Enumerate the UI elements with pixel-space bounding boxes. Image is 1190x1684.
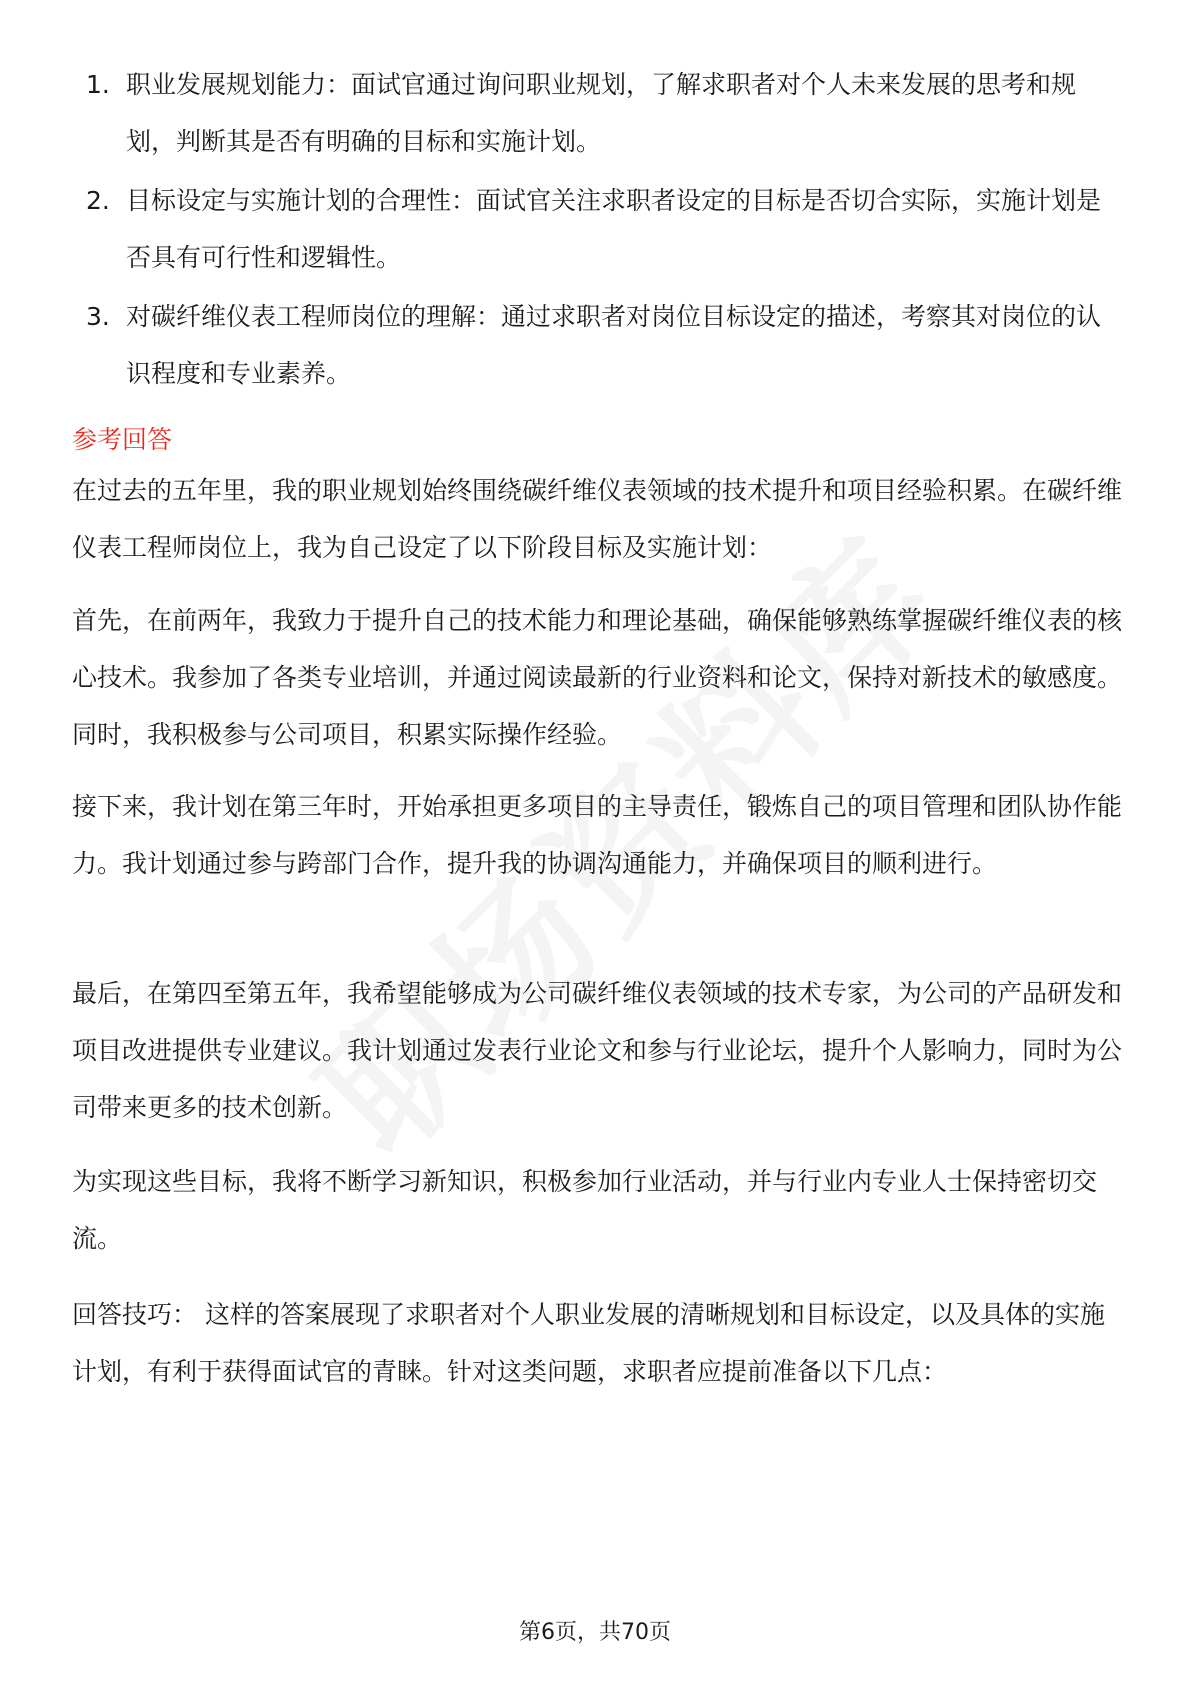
list-item [72,56,1122,170]
answer-paragraph: 为实现这些目标，我将不断学习新知识，积极参加行业活动，并与行业内专业人士保持密切交流。 [72,1167,1098,1253]
reference-answer-heading: 参考回答 [72,425,173,454]
list-item-text: 目标设定与实施计划的合理性：面试官关注求职者设定的目标是否切合实际，实施计划是否具有可行性和逻辑性。 [126,186,1102,272]
list-number: 2. [86,186,110,215]
answer-paragraph: 接下来，我计划在第三年时，开始承担更多项目的主导责任，锻炼自己的项目管理和团队协作能力。我计划通过参与跨部门合作，提升我的协调沟通能力，并确保项目的顺利进行。 [72,792,1123,878]
list-item [72,288,1122,402]
evaluation-criteria-list [72,56,1122,404]
answer-tips-paragraph: 回答技巧： 这样的答案展现了求职者对个人职业发展的清晰规划和目标设定，以及具体的实施计划，有利于获得面试官的青睐。针对这类问题，求职者应提前准备以下几点： [72,1300,1105,1386]
list-number: 3. [86,302,110,331]
page-number: 第6页，共70页 [519,1620,671,1645]
answer-paragraph: 在过去的五年里，我的职业规划始终围绕碳纤维仪表领域的技术提升和项目经验积累。在碳纤维仪表工程师岗位上，我为自己设定了以下阶段目标及实施计划： [72,476,1123,562]
answer-paragraph: 最后，在第四至第五年，我希望能够成为公司碳纤维仪表领域的技术专家，为公司的产品研发和项目改进提供专业建议。我计划通过发表行业论文和参与行业论坛，提升个人影响力，同时为公司带来更多的技术创新。 [72,979,1123,1122]
list-item [72,172,1122,286]
list-number: 1. [86,70,110,99]
list-item-text: 职业发展规划能力：面试官通过询问职业规划，了解求职者对个人未来发展的思考和规划，判断其是否有明确的目标和实施计划。 [126,70,1077,156]
answer-paragraph: 首先，在前两年，我致力于提升自己的技术能力和理论基础，确保能够熟练掌握碳纤维仪表的核心技术。我参加了各类专业培训，并通过阅读最新的行业资料和论文，保持对新技术的敏感度。同时，我积极参与公司项目，积累实际操作经验。 [72,606,1123,749]
list-item-text: 对碳纤维仪表工程师岗位的理解：通过求职者对岗位目标设定的描述，考察其对岗位的认识程度和专业素养。 [126,302,1102,388]
